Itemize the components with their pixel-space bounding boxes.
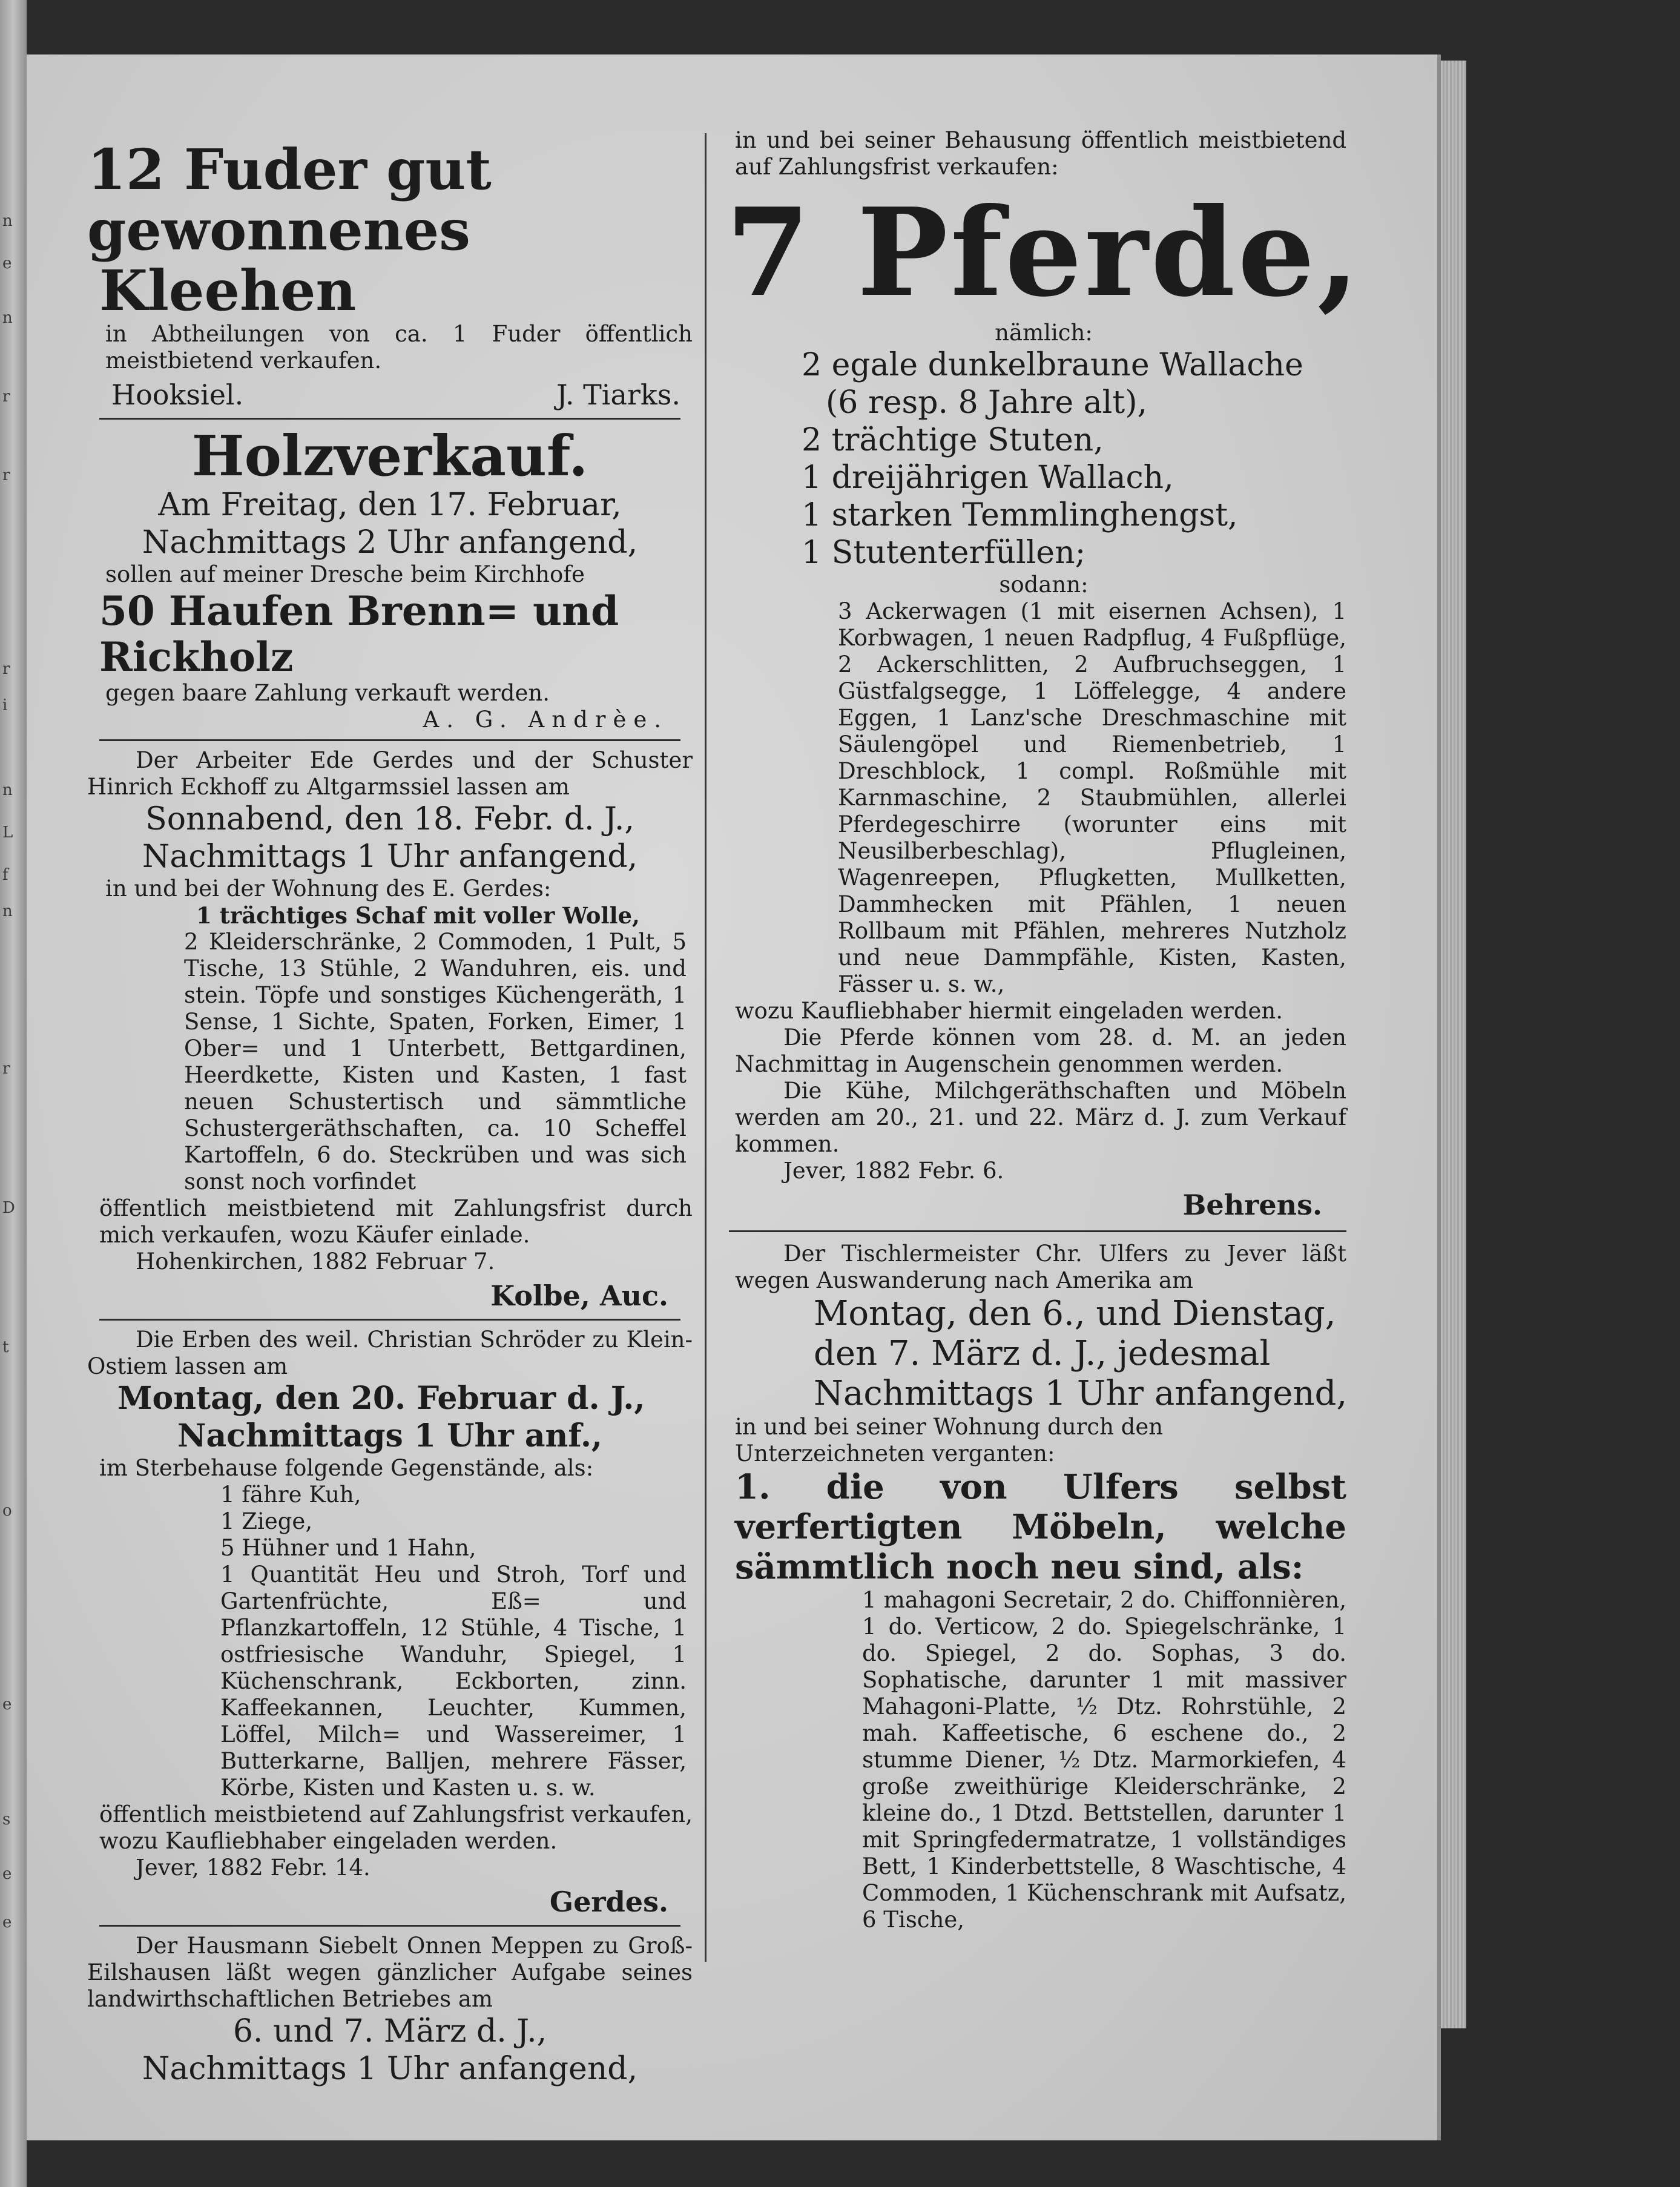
- edge-letter: n: [2, 212, 13, 230]
- ad-headline: Holzverkauf.: [191, 423, 588, 489]
- ad-dateline: Jever, 1882 Febr. 6.: [783, 1158, 1004, 1184]
- right-column: [717, 127, 1371, 1933]
- ad-time-line: Nachmittags 1 Uhr anfangend,: [814, 1374, 1348, 1413]
- ad-holzverkauf: [87, 423, 693, 733]
- edge-letter: n: [2, 902, 13, 920]
- ad-signature: Gerdes.: [549, 1885, 668, 1918]
- ad-signature: A. G. Andrèe.: [423, 707, 668, 733]
- ad-time-line: Nachmittags 1 Uhr anfangend,: [142, 2051, 638, 2087]
- edge-letter: r: [2, 388, 10, 406]
- ad-intro: Der Tischlermeister Chr. Ulfers zu Jever läßt wegen Auswanderung nach Amerika am: [735, 1241, 1346, 1293]
- ad-headline: 7 Pferde,: [725, 182, 1362, 324]
- ad-item-list: 3 Ackerwagen (1 mit eisernen Achsen), 1 Korbwagen, 1 neuen Radpflug, 4 Fußpflüge, 2 Ackerschlitten, 2 Aufbruchseggen, 1 Güstfalgsegge, 1 Löffelegge, 4 andere Eggen, 1 Lanz'sche Dreschmaschine mit Säulengöpel und Riemenbetrieb, 1 Dreschblock, 1 compl. Roßmühle mit Karnmaschine, 2 Staubmühlen, allerlei Pferdegeschirre (worunter eins mit Neusilberbeschlag), Pflugleinen, Wagenreepen, Pflugketten, Mullketten, Dammhecken mit Pfählen, 1 neuen Rollbaum mit Pfählen, mehreres Nutzholz und neue Dammpfähle, Kisten, Kasten, Fässer u. s. w.,: [838, 598, 1346, 997]
- ad-body: sollen auf meiner Dresche beim Kirchhofe: [105, 561, 585, 587]
- ad-body: in und bei der Wohnung des E. Gerdes:: [105, 876, 552, 902]
- edge-letter: r: [2, 1060, 10, 1078]
- ad-body: öffentlich meistbietend auf Zahlungsfrist verkaufen, wozu Kaufliebhaber eingeladen werden.: [99, 1801, 693, 1854]
- edge-letter: r: [2, 660, 10, 678]
- edge-letter: s: [2, 1810, 11, 1829]
- ad-body: in Abtheilungen von ca. 1 Fuder öffentlich meistbietend verkaufen.: [105, 321, 693, 374]
- ad-item: 1 fähre Kuh,: [220, 1482, 361, 1508]
- ad-date-line: 6. und 7. März d. J.,: [232, 2013, 547, 2050]
- ad-meppen: [87, 1933, 693, 2088]
- ad-signature: Kolbe, Auc.: [490, 1279, 668, 1312]
- ad-body: gegen baare Zahlung verkauft werden.: [105, 680, 550, 706]
- ad-item: 1 Ziege,: [220, 1508, 313, 1534]
- ad-kleeheu: [87, 139, 693, 412]
- ad-schroeder-erben: [87, 1327, 693, 1919]
- left-column: [87, 139, 693, 2088]
- ad-ulfers-moebel: [717, 1241, 1371, 1933]
- ad-item-list: 1 mahagoni Secretair, 2 do. Chiffonnièren, 1 do. Verticow, 2 do. Spiegelschränke, 1 do. Spiegel, 2 do. Sophas, 3 do. Sophatische, darunter 1 mit massiver Mahagoni-Platte, ½ Dtz. Rohrstühle, 2 mah. Kaffeetische, 6 eschene do., 2 stumme Diener, ½ Dtz. Marmorkiefen, 4 große zweithürige Kleiderschränke, 2 kleine do., 1 Dtzd. Bettstellen, darunter 1 mit Springfedermatratze, 1 vollständiges Bett, 1 Kinderbettstelle, 8 Waschtische, 4 Commoden, 1 Küchenschrank mit Aufsatz, 6 Tische,: [862, 1587, 1346, 1933]
- edge-letter: i: [2, 696, 8, 714]
- ad-intro: Der Hausmann Siebelt Onnen Meppen zu Groß-Eilshausen läßt wegen gänzlicher Aufgabe seines landwirthschaftlichen Betriebes am: [87, 1933, 693, 2012]
- ad-bold-item: 1 trächtiges Schaf mit voller Wolle,: [196, 902, 640, 929]
- edge-letter: D: [2, 1199, 15, 1217]
- ad-subhead: nämlich:: [995, 320, 1093, 346]
- ad-body: Die Kühe, Milchgeräthschaften und Möbeln werden am 20., 21. und 22. März d. J. zum Verkauf kommen.: [735, 1078, 1346, 1157]
- book-page-edge: [1437, 61, 1466, 2028]
- ad-body: öffentlich meistbietend mit Zahlungsfrist durch mich verkaufen, wozu Käufer einlade.: [99, 1195, 693, 1248]
- edge-letter: f: [2, 866, 8, 884]
- ad-separator: [729, 1230, 1346, 1232]
- ad-separator: [99, 418, 680, 420]
- ad-intro: in und bei seiner Behausung öffentlich meistbietend auf Zahlungsfrist verkaufen:: [735, 127, 1346, 180]
- ad-horse-item: 1 Stutenterfüllen;: [802, 535, 1086, 571]
- ad-intro: Der Arbeiter Ede Gerdes und der Schuster Hinrich Eckhoff zu Altgarmssiel lassen am: [87, 747, 693, 800]
- ad-separator: [99, 1925, 680, 1927]
- ad-date-line-2: den 7. März d. J., jedesmal: [814, 1334, 1271, 1373]
- ad-date-line: Sonnabend, den 18. Febr. d. J.,: [145, 801, 634, 837]
- edge-letter: n: [2, 781, 13, 799]
- ad-gerdes-eckhoff: [87, 747, 693, 1313]
- edge-letter: o: [2, 1502, 12, 1520]
- edge-letter: L: [2, 823, 13, 842]
- ad-horse-item: 1 starken Temmlinghengst,: [802, 497, 1238, 533]
- edge-letter: t: [2, 1338, 9, 1356]
- ad-item-list: 2 Kleiderschränke, 2 Commoden, 1 Pult, 5 Tische, 13 Stühle, 2 Wanduhren, eis. und stein. Töpfe und sonstiges Küchengeräth, 1 Sense, 1 Sichte, Spaten, Forken, Eimer, 1 Ober= und 1 Unterbett, Bettgardinen, Heerdkette, Kisten und Kasten, 1 fast neuen Schustertisch und sämmtliche Schustergeräthschaften, ca. 10 Scheffel Kartoffeln, 6 do. Steckrüben und was sich sonst noch vorfindet: [184, 929, 687, 1195]
- edge-letter: e: [2, 1695, 12, 1714]
- ad-signature-row: [111, 378, 680, 412]
- ad-body: in und bei seiner Wohnung durch den Unterzeichneten verganten:: [735, 1414, 1164, 1466]
- ad-signature: J. Tiarks.: [556, 378, 680, 411]
- ad-headline: 12 Fuder gut gewonnenes: [87, 137, 492, 263]
- ad-horse-item: 1 dreijährigen Wallach,: [802, 460, 1174, 496]
- ad-date-line: Montag, den 20. Februar d. J.,: [117, 1380, 645, 1417]
- ad-dateline: Jever, 1882 Febr. 14.: [136, 1855, 371, 1881]
- edge-letter: n: [2, 309, 13, 327]
- ad-dateline: Hohenkirchen, 1882 Februar 7.: [136, 1249, 495, 1275]
- ad-body: im Sterbehause folgende Gegenstände, als:: [99, 1455, 594, 1481]
- previous-page-edge: [0, 0, 27, 2187]
- edge-letter: r: [2, 466, 10, 484]
- ad-time-line: Nachmittags 1 Uhr anfangend,: [142, 839, 638, 875]
- column-divider: [705, 133, 707, 1962]
- ad-item: 5 Hühner und 1 Hahn,: [220, 1535, 476, 1561]
- ad-headline-2: Kleehen: [99, 258, 357, 323]
- edge-letter: e: [2, 1913, 12, 1931]
- ad-behrens-pferde: [717, 127, 1371, 1222]
- ad-horse-item: 2 egale dunkelbraune Wallache: [802, 347, 1303, 383]
- ad-bold-item: 1. die von Ulfers selbst verfertigten Möbeln, welche sämmtlich noch neu sind, als:: [735, 1467, 1346, 1587]
- ad-horse-item: (6 resp. 8 Jahre alt),: [826, 384, 1148, 421]
- ad-signature: Behrens.: [1182, 1189, 1322, 1221]
- ad-bold-item: 50 Haufen Brenn= und Rickholz: [99, 587, 619, 681]
- newspaper-page: [27, 54, 1437, 2140]
- ad-place: Hooksiel.: [111, 378, 244, 411]
- ad-separator: [99, 739, 680, 741]
- ad-date-line: Montag, den 6., und Dienstag,: [814, 1294, 1336, 1333]
- ad-body: wozu Kaufliebhaber hiermit eingeladen werden.: [735, 998, 1283, 1024]
- ad-body: Die Pferde können vom 28. d. M. an jeden Nachmittag in Augenschein genommen werden.: [735, 1024, 1346, 1077]
- edge-letter: e: [2, 254, 12, 272]
- ad-horse-item: 2 trächtige Stuten,: [802, 422, 1104, 458]
- ad-intro: Die Erben des weil. Christian Schröder zu Klein-Ostiem lassen am: [87, 1327, 693, 1379]
- ad-time-line: Nachmittags 2 Uhr anfangend,: [142, 524, 638, 561]
- edge-letter: e: [2, 1865, 12, 1883]
- ad-subhead: sodann:: [999, 572, 1089, 598]
- ad-date-line: Am Freitag, den 17. Februar,: [158, 487, 622, 523]
- ad-separator: [99, 1319, 680, 1321]
- ad-item-list: 1 Quantität Heu und Stroh, Torf und Gartenfrüchte, Eß= und Pflanzkartoffeln, 12 Stühle, 4 Tische, 1 ostfriesische Wanduhr, Spiegel, 1 Küchenschrank, Eckborten, zinn. Kaffeekannen, Leuchter, Kummen, Löffel, Milch= und Wassereimer, 1 Butterkarne, Balljen, mehrere Fässer, Körbe, Kisten und Kasten u. s. w.: [220, 1562, 687, 1801]
- ad-time-line: Nachmittags 1 Uhr anf.,: [177, 1417, 603, 1454]
